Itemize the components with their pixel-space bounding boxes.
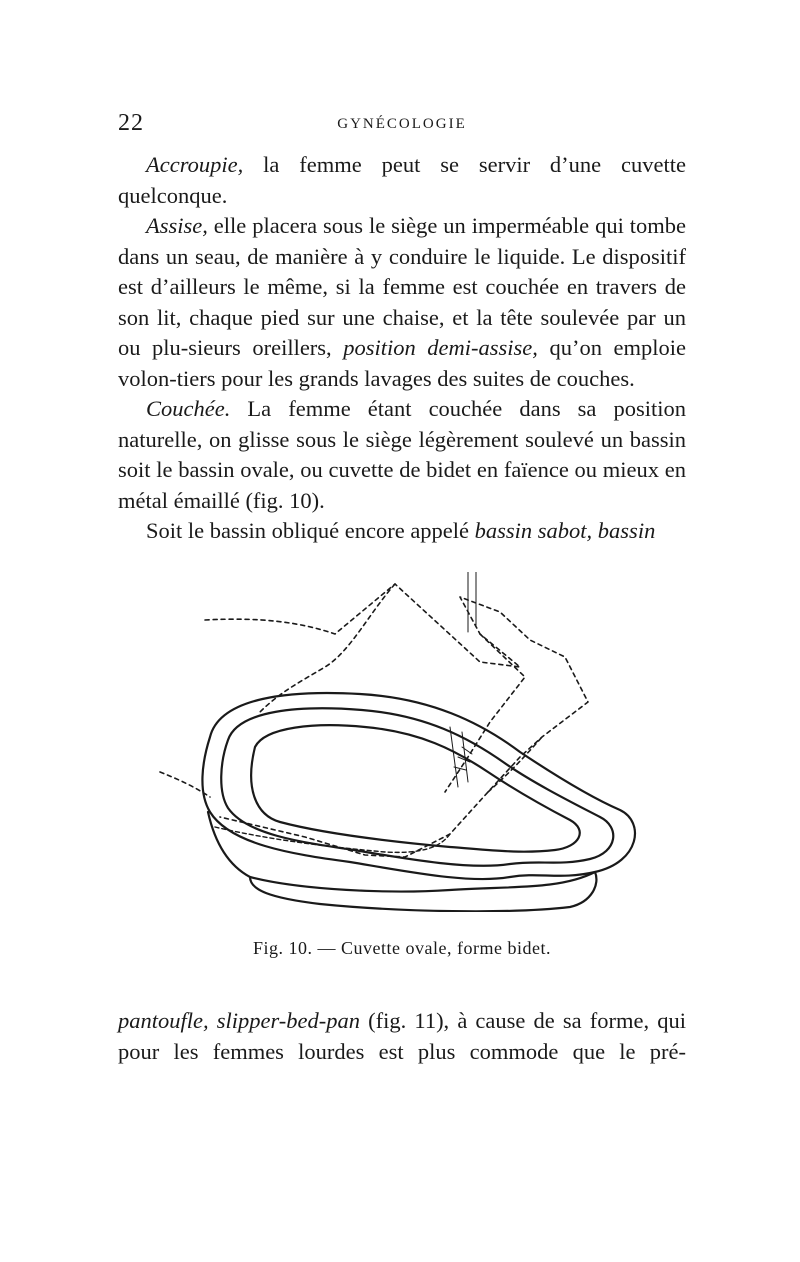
lead-word: Assise,: [146, 213, 208, 238]
continuation-line-2: [118, 1037, 686, 1068]
paragraph-text: qu’on emploie volon-tiers pour les grands lavages des suites de couches.: [118, 335, 686, 391]
running-title: GYNÉCOLOGIE: [337, 116, 467, 132]
bedpan-illustration: [150, 572, 650, 912]
paragraph-text: Soit le bassin obliqué encore appelé: [146, 518, 475, 543]
figure-bedpan: [150, 572, 650, 912]
lead-word: Couchée.: [146, 396, 231, 421]
paragraph-text: la femme peut se servir d’une cuvette quelconque.: [118, 152, 686, 208]
page-header: [118, 110, 686, 140]
paragraph-bassin-oblique: [118, 516, 686, 547]
cloth-lines: [450, 572, 476, 787]
fold-detail: [454, 747, 472, 770]
body-text: [118, 150, 686, 547]
emphasis-text: bassin sabot, bassin: [474, 518, 656, 543]
paragraph-couchee: [118, 394, 686, 516]
paragraph-assise: [118, 211, 686, 394]
emphasis-text: position demi-assise,: [343, 335, 538, 360]
dashed-outline: [160, 584, 588, 857]
continuation-line-1: [118, 1006, 686, 1037]
body-text-continued: [118, 1006, 686, 1067]
paragraph-text: La femme étant couchée dans sa position naturelle, on glisse sous le siège légèrement soulevé un bassin soit le bassin ovale, ou cuvette de bidet en faïence ou mieux en métal émaillé (fig. 10).: [118, 396, 686, 513]
paragraph-accroupie: [118, 150, 686, 211]
emphasis-text: pantoufle, slipper-bed-pan: [118, 1008, 361, 1033]
dashed-hem: [215, 827, 450, 852]
lead-word: Accroupie,: [146, 152, 244, 177]
paragraph-text: elle placera sous le siège un imperméable qui tombe dans un seau, de manière à y conduire le liquide. Le dispositif est d’ailleurs le même, si la femme est couchée en travers de son lit, chaque pied sur une chaise, et la tête soulevée par un ou plu-sieurs oreillers,: [118, 213, 686, 360]
figure-caption: Fig. 10. — Cuvette ovale, forme bidet.: [253, 938, 551, 958]
paragraph-text: (fig. 11), à cause de sa forme, qui: [360, 1008, 686, 1033]
page-number: 22: [118, 110, 144, 136]
paragraph-text: pour les femmes lourdes est plus commode que le pré-: [118, 1038, 686, 1064]
